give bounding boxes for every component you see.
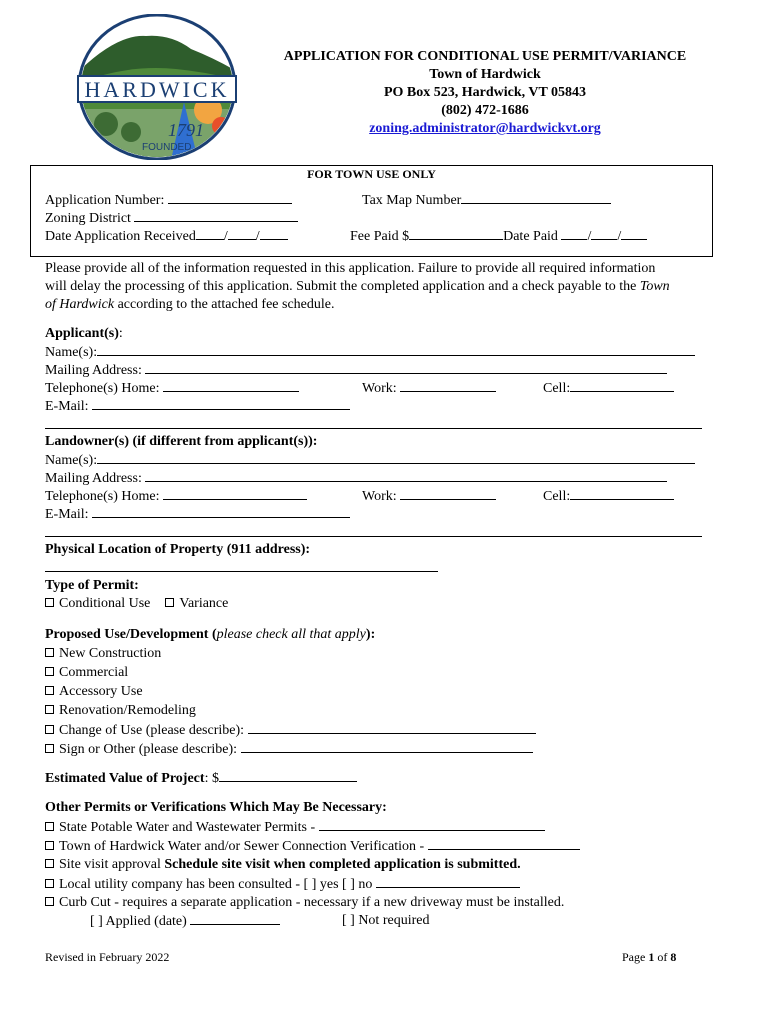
- curb-cut-checkbox[interactable]: [45, 897, 54, 906]
- water-sewer-field[interactable]: [428, 837, 580, 850]
- conditional-use-label: Conditional Use: [59, 596, 151, 611]
- permit-type-heading: Type of Permit:: [45, 578, 139, 593]
- applicant-work-label: Work:: [362, 381, 397, 396]
- utility-field[interactable]: [376, 875, 520, 888]
- landowner-heading: Landowner(s) (if different from applicant(s)):: [45, 434, 318, 449]
- logo-year: 1791: [168, 120, 204, 140]
- fee-paid-label: Fee Paid $: [350, 229, 410, 244]
- town-name: Town of Hardwick: [429, 67, 541, 82]
- tax-map-label: Tax Map Number: [362, 193, 462, 208]
- revised-date: Revised in February 2022: [45, 950, 170, 964]
- date-received-month[interactable]: [196, 227, 224, 240]
- sign-other-field[interactable]: [241, 740, 533, 753]
- applicant-email-field[interactable]: [92, 397, 350, 410]
- utility-checkbox[interactable]: [45, 879, 54, 888]
- logo-founded: FOUNDED: [142, 142, 192, 153]
- commercial-checkbox[interactable]: [45, 667, 54, 676]
- applicant-home-label: Telephone(s) Home:: [45, 381, 160, 396]
- town-phone: (802) 472-1686: [441, 103, 529, 118]
- logo-text: HARDWICK: [84, 77, 230, 102]
- accessory-use-checkbox[interactable]: [45, 686, 54, 695]
- town-address: PO Box 523, Hardwick, VT 05843: [383, 85, 587, 100]
- applicant-cell-field[interactable]: [570, 379, 674, 392]
- applied-label: [ ] Applied (date): [90, 914, 187, 929]
- applicant-mailing-field[interactable]: [145, 361, 667, 374]
- change-of-use-field[interactable]: [248, 721, 536, 734]
- state-permits-field[interactable]: [319, 818, 545, 831]
- estimated-value-label: Estimated Value of Project: [45, 771, 205, 786]
- landowner-cell-field[interactable]: [570, 487, 674, 500]
- not-required-label: [ ] Not required: [342, 913, 430, 928]
- applicant-names-field[interactable]: [97, 343, 695, 356]
- variance-checkbox[interactable]: [165, 598, 174, 607]
- town-use-heading: FOR TOWN USE ONLY: [307, 167, 436, 181]
- page-title: APPLICATION FOR CONDITIONAL USE PERMIT/VARIANCE: [283, 49, 687, 64]
- application-number-label: Application Number:: [45, 193, 165, 208]
- site-visit-checkbox[interactable]: [45, 859, 54, 868]
- zoning-district-label: Zoning District: [45, 211, 131, 226]
- landowner-home-label: Telephone(s) Home:: [45, 489, 160, 504]
- date-paid-day[interactable]: [591, 227, 617, 240]
- change-of-use-checkbox[interactable]: [45, 725, 54, 734]
- section-divider: [45, 428, 702, 429]
- landowner-home-field[interactable]: [163, 487, 307, 500]
- landowner-work-label: Work:: [362, 489, 397, 504]
- application-number-field[interactable]: [168, 191, 292, 204]
- location-heading: Physical Location of Property (911 address):: [45, 542, 311, 557]
- proposed-use-heading: Proposed Use/Development (: [45, 627, 217, 642]
- sign-other-checkbox[interactable]: [45, 744, 54, 753]
- location-field[interactable]: [45, 571, 438, 572]
- new-construction-checkbox[interactable]: [45, 648, 54, 657]
- intro-line-3: of Hardwick: [45, 297, 115, 312]
- variance-label: Variance: [179, 596, 229, 611]
- applied-date-field[interactable]: [190, 912, 280, 925]
- fee-paid-field[interactable]: [409, 227, 503, 240]
- zoning-district-field[interactable]: [134, 209, 298, 222]
- renovation-checkbox[interactable]: [45, 705, 54, 714]
- intro-line-1: Please provide all of the information requested in this application. Failure to provide all required information: [45, 261, 656, 276]
- page-number: Page 1 of 8: [622, 950, 677, 964]
- date-paid-label: Date Paid: [503, 229, 558, 244]
- state-permits-checkbox[interactable]: [45, 822, 54, 831]
- landowner-names-field[interactable]: [97, 451, 695, 464]
- section-divider: [45, 536, 702, 537]
- applicant-work-field[interactable]: [400, 379, 496, 392]
- landowner-work-field[interactable]: [400, 487, 496, 500]
- date-paid-month[interactable]: [561, 227, 587, 240]
- email-link[interactable]: zoning.administrator@hardwickvt.org: [369, 121, 601, 136]
- estimated-value-field[interactable]: [219, 769, 357, 782]
- applicant-email-label: E-Mail:: [45, 399, 89, 414]
- landowner-names-label: Name(s):: [45, 453, 98, 468]
- landowner-email-field[interactable]: [92, 505, 350, 518]
- date-received-day[interactable]: [228, 227, 256, 240]
- date-received-year[interactable]: [260, 227, 288, 240]
- applicant-mailing-label: Mailing Address:: [45, 363, 142, 378]
- landowner-mailing-label: Mailing Address:: [45, 471, 142, 486]
- landowner-mailing-field[interactable]: [145, 469, 667, 482]
- landowner-email-label: E-Mail:: [45, 507, 89, 522]
- water-sewer-checkbox[interactable]: [45, 841, 54, 850]
- applicant-home-field[interactable]: [163, 379, 299, 392]
- tax-map-field[interactable]: [461, 191, 611, 204]
- conditional-use-checkbox[interactable]: [45, 598, 54, 607]
- applicant-names-label: Name(s):: [45, 345, 98, 360]
- intro-line-2: will delay the processing of this application. Submit the completed application and a check payable to the: [45, 279, 637, 294]
- other-permits-heading: Other Permits or Verifications Which May Be Necessary:: [45, 800, 387, 815]
- applicant-heading: Applicant(s): [45, 326, 119, 341]
- town-logo: [76, 14, 238, 160]
- date-received-label: Date Application Received: [45, 229, 196, 244]
- applicant-cell-label: Cell:: [543, 381, 571, 396]
- landowner-cell-label: Cell:: [543, 489, 571, 504]
- date-paid-year[interactable]: [621, 227, 647, 240]
